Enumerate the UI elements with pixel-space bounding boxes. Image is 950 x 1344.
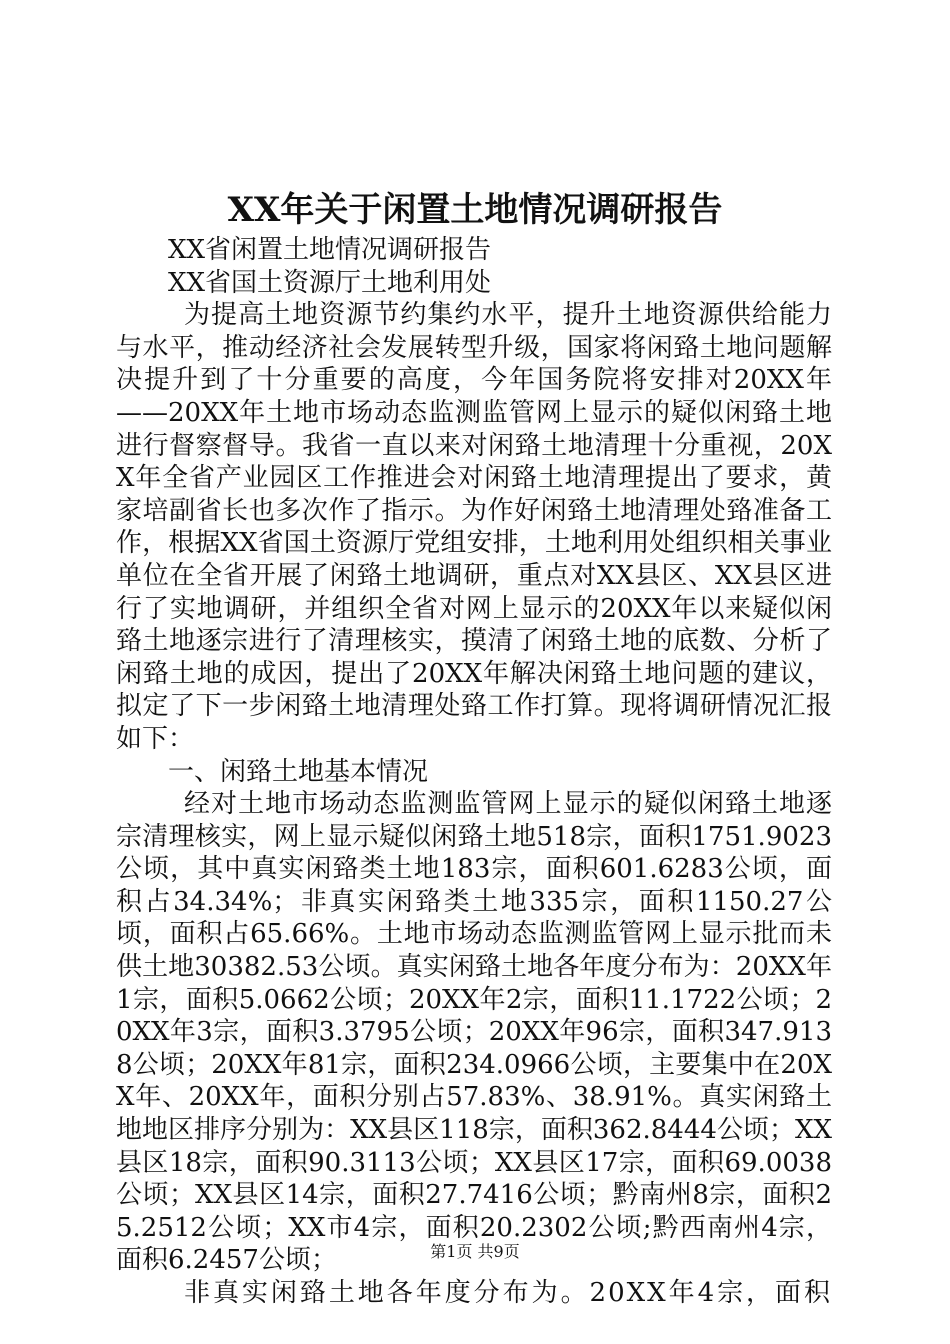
page-indicator: 第1页 共9页 <box>430 1242 520 1261</box>
paragraph-non-real-idle: 非真实闲臵土地各年度分布为。20XX年4宗，面积 <box>184 1278 832 1308</box>
document-body <box>116 234 832 1310</box>
document-title: XX年关于闲置土地情况调研报告 <box>227 190 723 230</box>
paragraph-basic-situation: 经对土地市场动态监测监管网上显示的疑似闲臵土地逐宗清理核实，网上显示疑似闲臵土地518宗，面积1751.9023公顷，其中真实闲臵类土地183宗，面积601.6283公顷，面积占34.34%；非真实闲臵类土地335宗，面积1150.27公顷，面积占65.66%。土地市场动态监测监管网上显示批而未供土地30382.53公顷。真实闲臵土地各年度分布为：20XX年1宗，面积5.0662公顷；20XX年2宗，面积11.1722公顷；20XX年3宗，面积3.3795公顷；20XX年96宗，面积347.9138公顷；20XX年81宗，面积234.0966公顷，主要集中在20XX年、20XX年，面积分别占57.83%、38.91%。真实闲臵土地地区排序分别为：XX县区118宗，面积362.8444公顷；XX县区18宗，面积90.3113公顷；XX县区17宗，面积69.0038公顷；XX县区14宗，面积27.7416公顷；黔南州8宗，面积25.2512公顷；XX市4宗，面积20.2302公顷;黔西南州4宗，面积6.2457公顷； <box>116 789 832 1276</box>
paragraph-intro: 为提高土地资源节约集约水平，提升土地资源供给能力与水平，推动经济社会发展转型升级，国家将闲臵土地问题解决提升到了十分重要的高度，今年国务院将安排对20XX年——20XX年土地市场动态监测监管网上显示的疑似闲臵土地进行督察督导。我省一直以来对闲臵土地清理十分重视，20XX年全省产业园区工作推进会对闲臵土地清理提出了要求，黄家培副省长也多次作了指示。为作好闲臵土地清理处臵准备工作，根据XX省国土资源厅党组安排，土地利用处组织相关事业单位在全省开展了闲臵土地调研，重点对XX县区、XX县区进行了实地调研，并组织全省对网上显示的20XX年以来疑似闲臵土地逐宗进行了清理核实，摸清了闲臵土地的底数、分析了闲臵土地的成因，提出了20XX年解决闲臵土地问题的建议，拟定了下一步闲臵土地清理处臵工作打算。现将调研情况汇报如下： <box>116 300 832 754</box>
subtitle-report-name: XX省闲置土地情况调研报告 <box>168 235 492 265</box>
section-heading-1: 一、闲臵土地基本情况 <box>168 756 429 787</box>
subtitle-author: XX省国土资源厅土地利用处 <box>168 267 492 298</box>
